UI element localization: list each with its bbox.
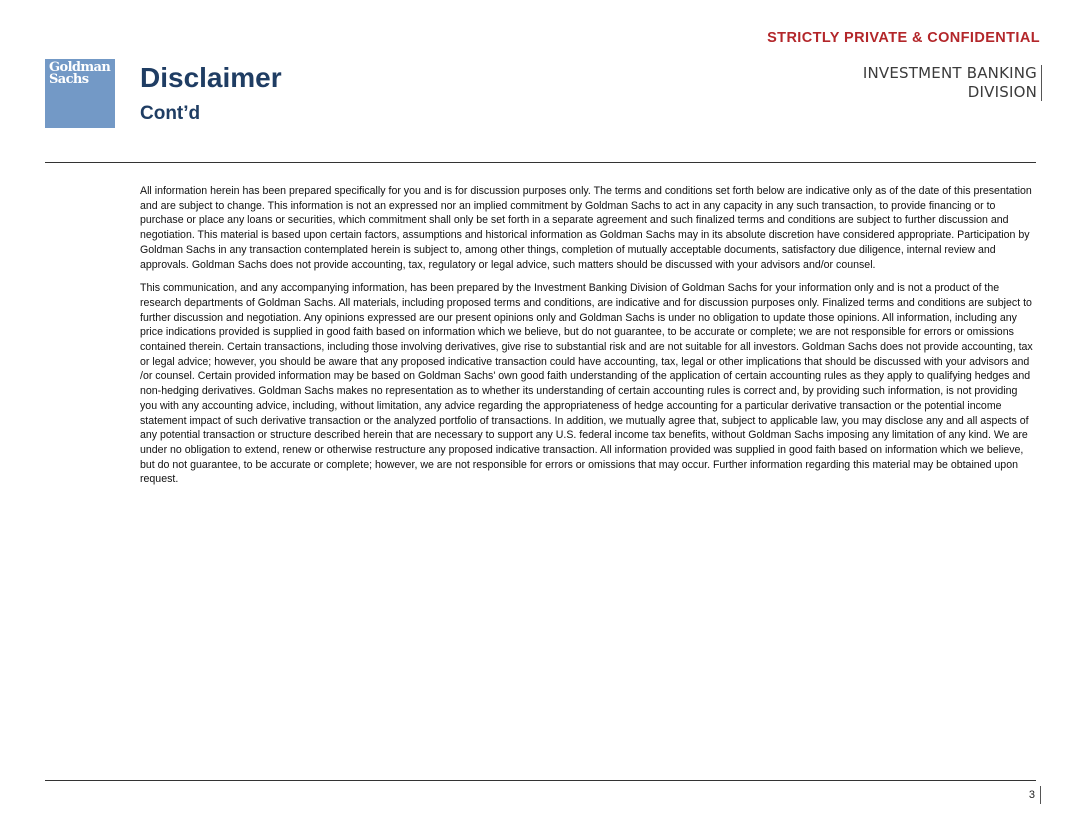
division-divider [1041,65,1042,101]
page-number-divider [1040,786,1041,804]
confidential-label: STRICTLY PRIVATE & CONFIDENTIAL [767,30,1040,46]
disclaimer-paragraph-1: All information herein has been prepared specifically for you and is for discussion purposes only. The terms and conditions set forth below are indicative only as of the date of this presentation and are subject to change. This information is not an expressed nor an implied commitment by Goldman Sachs to act in any capacity in any such transaction, to provide financing or to purchase or place any loans or securities, which commitment shall only be set forth in a separate agreement and such finalized terms and conditions are subject to further discussion and negotiation. This material is based upon certain factors, assumptions and historical information as Goldman Sachs may in its absolute discretion have considered appropriate. Participation by Goldman Sachs in any transaction contemplated herein is subject to, among other things, completion of mutually acceptable documents, satisfactory due diligence, internal review and approvals. Goldman Sachs does not provide accounting, tax, regulatory or legal advice, such matters should be discussed with your advisors and/or counsel. [140,185,1032,271]
division-label [863,64,1037,102]
logo-line-2: Sachs [49,72,89,87]
goldman-sachs-logo [45,59,115,128]
disclaimer-body [140,184,1036,496]
division-line-1: INVESTMENT BANKING [862,64,1037,82]
page-subtitle: Cont’d [140,103,201,124]
disclaimer-paragraph-2: This communication, and any accompanying information, has been prepared by the Investment Banking Division of Goldman Sachs for your information only and is not a product of the research departments of Goldman Sachs. All materials, including proposed terms and conditions, are indicative and for discussion purposes only. Finalized terms and conditions are subject to further discussion and negotiation. Any opinions expressed are our present opinions only and Goldman Sachs is under no obligation to update those opinions. All information, including any price indications provided is supplied in good faith based on information which we believe, but do not guarantee, to be accurate or complete; we are not responsible for errors or omissions contained therein. Certain transactions, including those involving derivatives, give rise to substantial risk and are not suitable for all investors. Goldman Sachs does not provide accounting, tax or legal advice; however, you should be aware that any proposed indicative transaction could have accounting, tax, legal or other implications that should be discussed with your advisors and /or counsel. Certain provided information may be based on Goldman Sachs' own good faith understanding of the application of certain accounting rules as they apply to qualifying hedges and non-hedging derivatives. Goldman Sachs makes no representation as to whether its understanding of certain accounting rules is correct and, by providing such information, is not providing you with any accounting advice, including, without limitation, any advice regarding the appropriateness of hedge accounting for a particular derivative transaction or the potential income statement impact of such derivative transaction or the analyzed portfolio of transactions. In addition, we mutually agree that, subject to applicable law, you may disclose any and all aspects of any potential transaction or structure described herein that are necessary to support any U.S. federal income tax benefits, without Goldman Sachs imposing any limitation of any kind. We are under no obligation to extend, renew or otherwise restructure any proposed indicative transaction. All information provided was supplied in good faith based on information which we believe, but do not guarantee, to be accurate or complete; however, we are not responsible for errors or omissions that may occur. Further information regarding this material may be obtained upon request. [140,282,1033,486]
page-number: 3 [1028,789,1035,801]
footer-rule [45,780,1036,781]
page-title: Disclaimer [140,62,282,93]
header-rule [45,162,1036,163]
logo-line-1: Goldman [49,60,111,75]
division-line-2: DIVISION [967,83,1037,101]
